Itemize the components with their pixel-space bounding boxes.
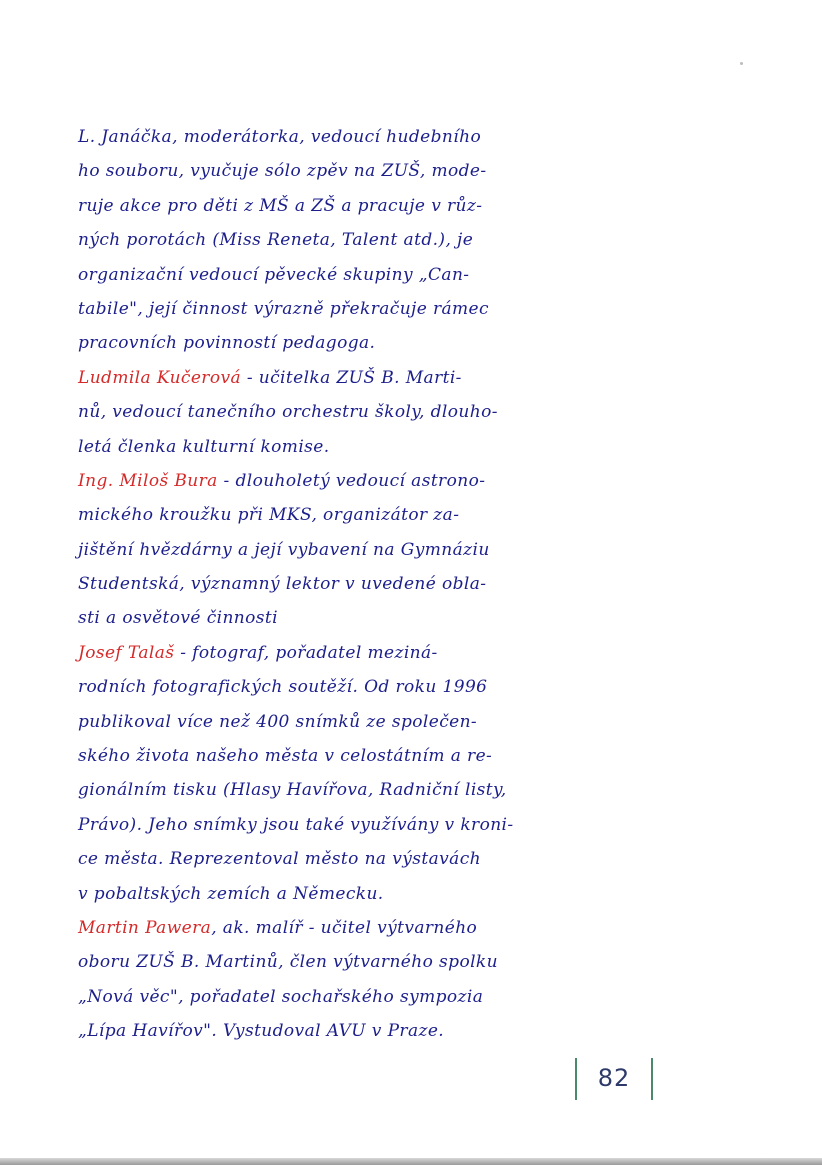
text-line: mického kroužku při MKS, organizátor za-: [78, 505, 460, 526]
text-fragment: - fotograf, pořadatel meziná-: [174, 642, 438, 663]
text-line: ných porotách (Miss Reneta, Talent atd.), je: [78, 230, 474, 251]
text-line: „Lípa Havířov". Vystudoval AVU v Praze.: [78, 1021, 445, 1042]
text-line: ce města. Reprezentoval město na výstavách: [78, 849, 481, 870]
text-line: Právo). Jeho snímky jsou také využívány v kroni-: [78, 814, 514, 835]
text-line: v pobaltských zemích a Německu.: [78, 883, 384, 904]
text-line: ského života našeho města v celostátním a re-: [78, 746, 493, 767]
person-name: Ludmila Kučerová: [78, 367, 242, 388]
person-name: Ing. Miloš Bura: [78, 470, 218, 491]
text-line: L. Janáčka, moderátorka, vedoucí hudebního: [78, 127, 482, 147]
person-name: Martin Pawera: [78, 917, 212, 938]
text-line: publikoval více než 400 snímků ze společen-: [78, 711, 478, 732]
entry-first-line: [78, 911, 578, 945]
handwritten-text-body: [78, 120, 578, 1049]
page-number: 82: [597, 1064, 631, 1092]
text-line: Studentská, významný lektor v uvedené obla-: [78, 574, 487, 595]
text-line: nů, vedoucí tanečního orchestru školy, dlouho-: [78, 402, 498, 423]
person-name: Josef Talaš: [78, 642, 175, 663]
text-line: organizační vedoucí pěvecké skupiny „Can-: [78, 264, 470, 285]
entry-first-line: [78, 636, 578, 670]
entry-first-line: [78, 361, 578, 395]
text-line: ho souboru, vyučuje sólo zpěv na ZUŠ, mode-: [78, 161, 487, 182]
text-line: jištění hvězdárny a její vybavení na Gymnáziu: [78, 539, 490, 560]
text-line: pracovních povinností pedagoga.: [78, 333, 376, 354]
text-line: ruje akce pro děti z MŠ a ZŠ a pracuje v růz-: [78, 195, 483, 216]
text-line: „Nová věc", pořadatel sochařského sympozia: [78, 986, 484, 1007]
text-fragment: , ak. malíř - učitel výtvarného: [211, 917, 478, 938]
text-fragment: - dlouholetý vedoucí astrono-: [217, 470, 486, 491]
text-line: gionálním tisku (Hlasy Havířova, Radniční listy,: [78, 780, 507, 801]
paper-speck: [740, 62, 743, 65]
text-line: tabile", její činnost výrazně překračuje rámec: [78, 298, 489, 319]
page-number-box: [575, 1058, 653, 1100]
text-line: rodních fotografických soutěží. Od roku 1996: [78, 677, 488, 698]
text-line: sti a osvětové činnosti: [78, 608, 278, 629]
text-line: oboru ZUŠ B. Martinů, člen výtvarného spolku: [78, 952, 498, 973]
text-fragment: - učitelka ZUŠ B. Marti-: [241, 367, 462, 388]
entry-first-line: [78, 464, 578, 498]
text-line: letá členka kulturní komise.: [78, 436, 330, 457]
scan-bottom-edge: [0, 1158, 822, 1165]
